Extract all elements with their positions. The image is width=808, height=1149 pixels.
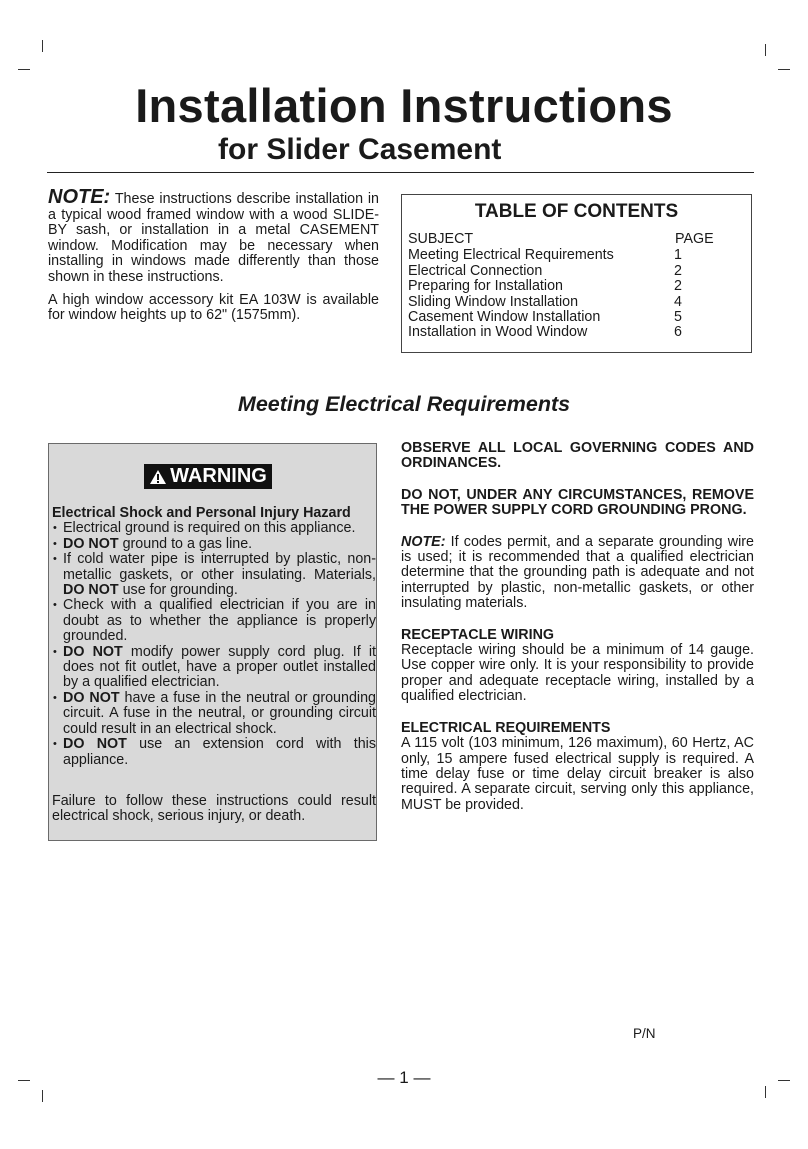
toc-subject: Sliding Window Installation (408, 293, 579, 310)
warning-badge (144, 464, 272, 489)
crop-mark (778, 69, 790, 70)
list-item: • DO NOT modify power supply cord plug. If it does not fit outlet, have a proper outlet installed by a qualified electrician. (52, 645, 376, 691)
toc-subject: Casement Window Installation (408, 309, 601, 326)
toc-subject: Meeting Electrical Requirements (408, 247, 614, 264)
do-not-remove-prong: DO NOT, UNDER ANY CIRCUMSTANCES, REMOVE THE POWER SUPPLY CORD GROUNDING PRONG. (401, 486, 754, 519)
kit-note: A high window accessory kit EA 103W is available for window heights up to 62" (1575mm). (48, 291, 379, 324)
list-item: • DO NOT have a fuse in the neutral or grounding circuit. A fuse in the neutral, or grounding circuit could result in an electrical shock. (52, 691, 376, 737)
title-divider (47, 172, 754, 173)
warning-content (52, 506, 376, 825)
note-text: These instructions describe installation in a typical wood framed window with a wood SLIDE-BY sash, or installation in a metal CASEMENT window. Modification may be necessary when installing in windows made differently than those shown in these instructions. (48, 191, 380, 285)
grounding-note-text: If codes permit, and a separate grounding wire is used; it is recommended that a qualified electrician determine that the grounding path is adequate and not interrupted by plastic, non-metallic gaskets, or other insulating materials. (401, 533, 754, 612)
toc-page: 2 (674, 278, 682, 295)
toc-title: TABLE OF CONTENTS (474, 201, 679, 222)
electrical-heading: ELECTRICAL REQUIREMENTS (401, 719, 611, 736)
toc-page: 4 (674, 293, 682, 310)
list-item: • Check with a qualified electrician if you are in doubt as to whether the appliance is properly grounded. (52, 598, 376, 644)
list-item: • DO NOT use an extension cord with this appliance. (52, 737, 376, 768)
toc-row[interactable] (408, 248, 751, 263)
observe-codes: OBSERVE ALL LOCAL GOVERNING CODES AND ORDINANCES. (401, 440, 754, 472)
toc-subject: Installation in Wood Window (408, 324, 588, 341)
toc-page: 5 (674, 309, 682, 326)
note-lead: NOTE: (48, 186, 111, 208)
intro-note (48, 186, 380, 331)
toc-subject-header: SUBJECT (408, 231, 474, 247)
warning-list (52, 521, 376, 768)
crop-mark (765, 44, 766, 56)
crop-mark (18, 69, 30, 70)
toc-subject: Electrical Connection (408, 262, 543, 279)
grounding-note (401, 535, 754, 612)
warning-triangle-icon (149, 469, 167, 485)
toc-page: 1 (674, 247, 682, 264)
electrical-text: A 115 volt (103 minimum, 126 maximum), 60 Hertz, AC only, 15 ampere fused electrical supply is required. A time delay fuse or time delay circuit breaker is also required. A separate circuit, serving only this appliance, MUST be provided. (401, 735, 754, 813)
toc-page-header: PAGE (675, 231, 714, 247)
page-title: Installation Instructions (135, 79, 673, 132)
toc-row[interactable] (408, 325, 751, 340)
part-number: P/N (633, 1026, 656, 1041)
warning-label: WARNING (170, 465, 267, 487)
receptacle-heading: RECEPTACLE WIRING (401, 626, 555, 643)
warning-box (48, 443, 377, 841)
page-number: — 1 — (377, 1068, 431, 1087)
receptacle-text: Receptacle wiring should be a minimum of 14 gauge. Use copper wire only. It is your responsibility to provide proper and adequate receptacle wiring, installed by a qualified electrician. (401, 642, 754, 705)
toc-row[interactable] (408, 264, 751, 279)
toc-row[interactable] (408, 310, 751, 325)
toc-row[interactable] (408, 279, 751, 294)
page-subtitle: for Slider Casement (218, 133, 502, 166)
failure-statement: Failure to follow these instructions could result electrical shock, serious injury, or death. (52, 792, 376, 825)
toc-subject: Preparing for Installation (408, 278, 563, 295)
toc-page: 2 (674, 262, 682, 279)
crop-mark (42, 40, 43, 52)
toc-row[interactable] (408, 295, 751, 310)
hazard-title: Electrical Shock and Personal Injury Hazard (52, 505, 351, 521)
section-title: Meeting Electrical Requirements (237, 392, 571, 416)
grounding-note-lead: NOTE: (401, 533, 446, 550)
list-item: • If cold water pipe is interrupted by plastic, non-metallic gaskets, or other insulating. Materials, DO NOT use for grounding. (52, 552, 376, 598)
list-item: • Electrical ground is required on this appliance. (52, 521, 376, 536)
crop-mark (42, 1090, 43, 1102)
toc-page: 6 (674, 324, 682, 341)
list-item: • DO NOT ground to a gas line. (52, 537, 376, 552)
toc-header-row (408, 232, 751, 247)
table-of-contents (401, 194, 752, 353)
requirements-column (401, 441, 754, 813)
